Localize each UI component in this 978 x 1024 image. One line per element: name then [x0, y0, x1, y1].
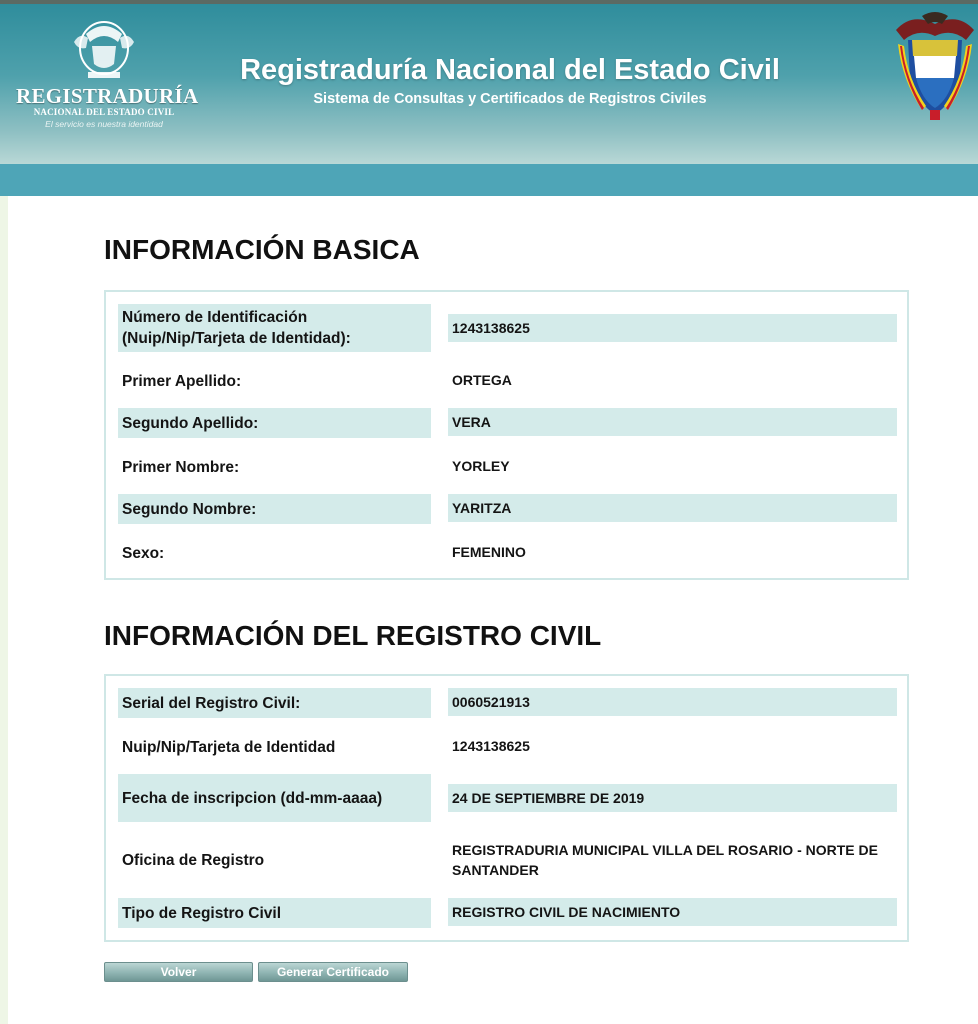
header-band	[0, 164, 978, 196]
generate-certificate-button[interactable]: Generar Certificado	[258, 962, 408, 982]
field-value: 1243138625	[452, 738, 530, 754]
field-label: Primer Apellido:	[122, 372, 242, 390]
field-label: Tipo de Registro Civil	[118, 898, 431, 928]
field-label: Sexo:	[122, 544, 165, 562]
field-label: Nuip/Nip/Tarjeta de Identidad	[122, 738, 336, 756]
field-value: VERA	[448, 408, 897, 436]
page-title: Registraduría Nacional del Estado Civil	[240, 54, 780, 86]
registry-info-title: INFORMACIÓN DEL REGISTRO CIVIL	[104, 620, 602, 651]
field-value: REGISTRADURIA MUNICIPAL VILLA DEL ROSARIO - NORTE DE SANTANDER	[452, 842, 878, 878]
basic-info-title: INFORMACIÓN BASICA	[104, 234, 420, 265]
page-subtitle: Sistema de Consultas y Certificados de Registros Civiles	[313, 91, 707, 107]
field-value: ORTEGA	[452, 372, 512, 388]
field-value: FEMENINO	[452, 544, 526, 560]
registry-info-panel	[104, 674, 909, 942]
coat-of-arms-icon	[892, 10, 978, 122]
field-label: Segundo Apellido:	[118, 408, 431, 438]
field-value: 24 DE SEPTIEMBRE DE 2019	[448, 784, 897, 812]
field-label: Oficina de Registro	[122, 851, 265, 869]
page-header	[0, 4, 978, 164]
field-value: REGISTRO CIVIL DE NACIMIENTO	[448, 898, 897, 926]
logo-tagline: El servicio es nuestra identidad	[45, 119, 163, 129]
logo-subtext: NACIONAL DEL ESTADO CIVIL	[33, 107, 175, 117]
field-label: Segundo Nombre:	[118, 494, 431, 524]
field-label: Número de Identificación (Nuip/Nip/Tarjeta de Identidad):	[118, 304, 431, 352]
logo-wordmark: REGISTRADURÍA	[16, 84, 199, 108]
field-label: Primer Nombre:	[122, 458, 240, 476]
field-value: 1243138625	[448, 314, 897, 342]
national-seal-icon	[66, 12, 142, 84]
field-label: Serial del Registro Civil:	[118, 688, 431, 718]
field-label: Fecha de inscripcion (dd-mm-aaaa)	[118, 774, 431, 822]
left-strip	[0, 196, 8, 1024]
field-value: YORLEY	[452, 458, 510, 474]
registraduria-logo	[16, 12, 199, 134]
field-value: YARITZA	[448, 494, 897, 522]
basic-info-panel	[104, 290, 909, 580]
field-value: 0060521913	[448, 688, 897, 716]
back-button[interactable]: Volver	[104, 962, 253, 982]
